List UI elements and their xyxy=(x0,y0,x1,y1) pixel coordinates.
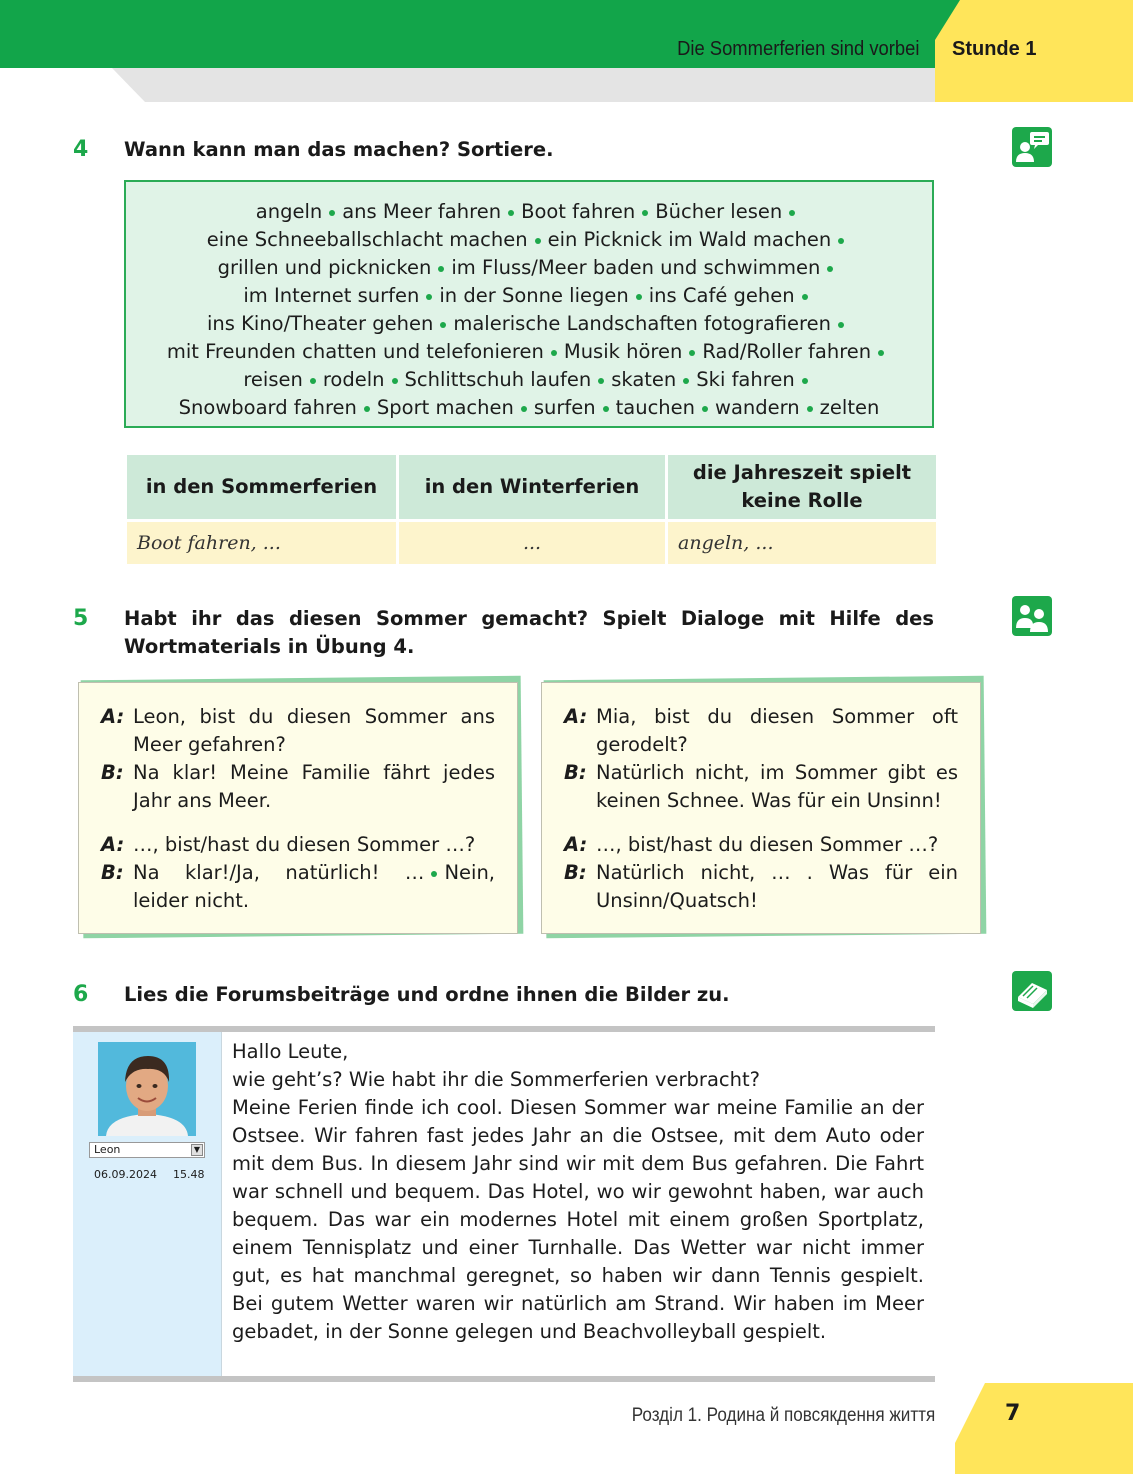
forum-post-text xyxy=(232,1038,924,1346)
user-select[interactable]: Leon ▼ xyxy=(89,1142,205,1158)
dialog-line: A: …, bist/hast du diesen Sommer …? xyxy=(564,833,939,856)
dialog-line: B: Na klar!/Ja, natürlich! … Nein, leider nicht. xyxy=(101,861,495,912)
post-time: 15.48 xyxy=(173,1168,205,1181)
page-tab xyxy=(955,1383,1133,1474)
forum-post xyxy=(73,1026,935,1382)
table-cell: ... xyxy=(399,522,665,564)
header-stripe xyxy=(112,68,935,102)
table-cell: angeln, ... xyxy=(668,522,936,564)
dialog-card-2 xyxy=(541,682,981,934)
word-box xyxy=(124,180,934,428)
table-cell: Boot fahren, ... xyxy=(127,522,396,564)
chapter-title: Die Sommerferien sind vorbei xyxy=(676,38,919,60)
word-line: eine Schneeballschlacht machen ein Picknick im Wald machen xyxy=(130,226,928,254)
table-header: die Jahreszeit spielt keine Rolle xyxy=(668,455,936,519)
task-5-number: 5 xyxy=(73,606,89,631)
word-line: grillen und picknicken im Fluss/Meer baden und schwimmen xyxy=(130,254,928,282)
task-6-number: 6 xyxy=(73,982,89,1007)
speech-person-icon xyxy=(1012,127,1052,167)
avatar xyxy=(98,1042,196,1136)
word-line: angeln ans Meer fahren Boot fahren Bücher lesen xyxy=(130,198,928,226)
chevron-down-icon: ▼ xyxy=(191,1144,203,1156)
lesson-label: Stunde 1 xyxy=(952,38,1037,60)
page-number: 7 xyxy=(1005,1401,1021,1426)
word-line: Snowboard fahren Sport machen surfen tauchen wandern zelten xyxy=(178,396,880,419)
word-line: mit Freunden chatten und telefonieren Musik hören Rad/Roller fahren xyxy=(130,338,928,366)
post-question: wie geht’s? Wie habt ihr die Sommerferien verbracht? xyxy=(232,1068,760,1091)
book-icon xyxy=(1012,971,1052,1011)
post-body: Meine Ferien finde ich cool. Diesen Sommer war meine Familie an der Ostsee. Wir fahren fast jedes Jahr an die Ostsee, mit dem Auto oder mit dem Bus. In diesem Jahr sind wir mit dem Bus gefahren. Die Fahrt war schnell und bequem. Das Hotel, wo wir gewohnt haben, war auch bequem. Das war ein modernes Hotel mit einem großen Sportplatz, einem Tennisplatz und einer Turnhalle. Das Wetter war nicht immer gut, es hat manchmal geregnet, so haben wir dann Tennis gespielt. Bei gutem Wetter waren wir natürlich am Strand. Wir haben im Meer gebadet, in der Sonne gelegen und Beachvolleyball gespielt. xyxy=(232,1096,924,1343)
dialog-line: A: …, bist/hast du diesen Sommer …? xyxy=(101,833,476,856)
dialog-line: A: Leon, bist du diesen Sommer ans Meer gefahren? xyxy=(101,705,495,756)
dialog-line: A: Mia, bist du diesen Sommer oft gerodelt? xyxy=(564,705,958,756)
forum-user-panel xyxy=(73,1032,222,1376)
task-4-instruction: Wann kann man das machen? Sortiere. xyxy=(124,138,554,161)
table-header: in den Sommerferien xyxy=(127,455,396,519)
post-greeting: Hallo Leute, xyxy=(232,1040,349,1063)
dialog-card-1 xyxy=(78,682,518,934)
table-header: in den Winterferien xyxy=(399,455,665,519)
sorting-table xyxy=(124,452,939,567)
word-line: reisen rodeln Schlittschuh laufen skaten Ski fahren xyxy=(130,366,928,394)
footer-section: Розділ 1. Родина й повсякдення життя xyxy=(631,1405,935,1426)
word-line: im Internet surfen in der Sonne liegen ins Café gehen xyxy=(130,282,928,310)
task-5-instruction: Habt ihr das diesen Sommer gemacht? Spielt Dialoge mit Hilfe des Wortmaterials in Übung 4. xyxy=(124,607,934,658)
post-date: 06.09.2024 xyxy=(94,1168,157,1181)
task-4-number: 4 xyxy=(73,137,89,162)
pair-work-icon xyxy=(1012,596,1052,636)
dialog-line: B: Natürlich nicht, im Sommer gibt es keinen Schnee. Was für ein Unsinn! xyxy=(564,761,958,812)
dialog-line: B: Na klar! Meine Familie fährt jedes Jahr ans Meer. xyxy=(101,761,495,812)
task-6-instruction: Lies die Forumsbeiträge und ordne ihnen die Bilder zu. xyxy=(124,983,730,1006)
dialog-line: B: Natürlich nicht, … . Was für ein Unsinn/Quatsch! xyxy=(564,861,958,912)
word-line: ins Kino/Theater gehen malerische Landschaften fotografieren xyxy=(130,310,928,338)
